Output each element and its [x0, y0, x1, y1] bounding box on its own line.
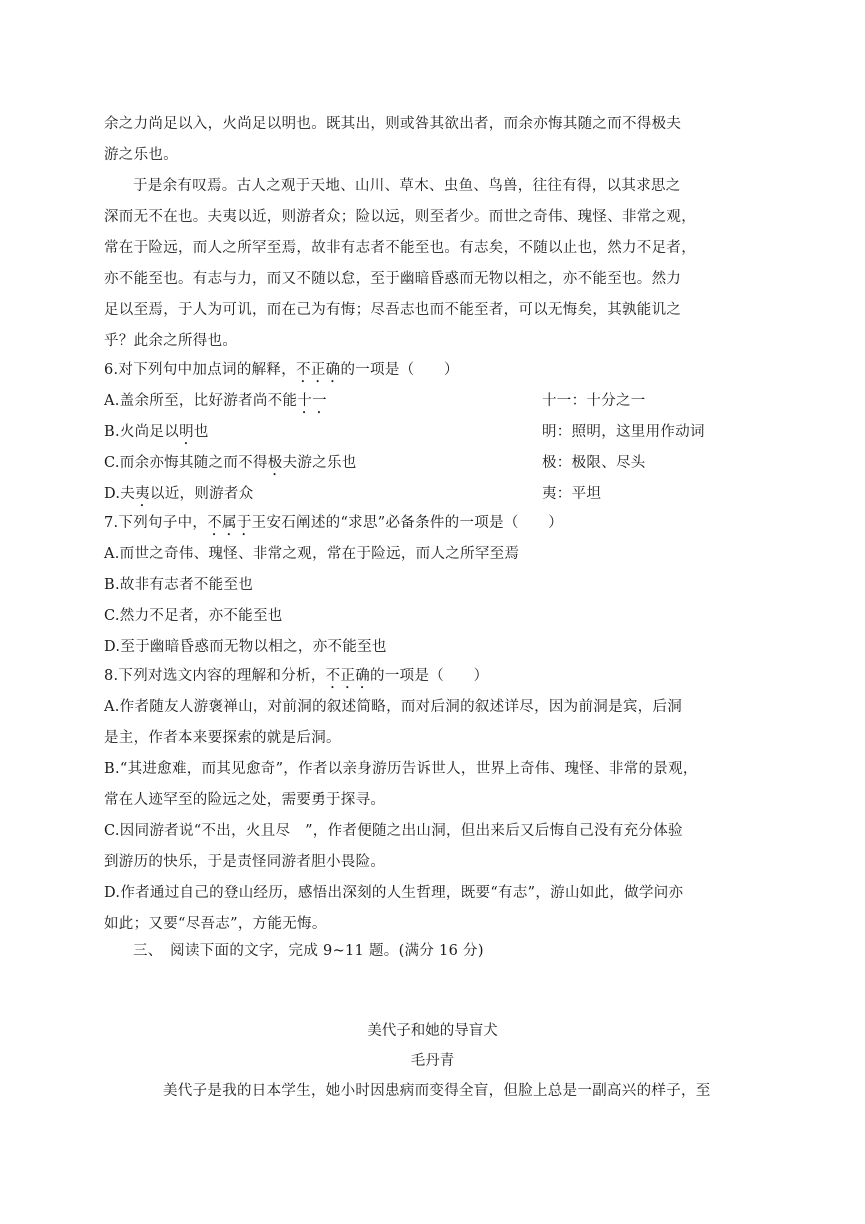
option-explanation: 极：极限、尽头: [542, 455, 646, 471]
question-8-option-c-cont: 到游历的快乐，于是责怪同游者胆小畏险。: [104, 854, 386, 870]
article-paragraph-line: 美代子是我的日本学生，她小时因患病而变得全盲，但脸上总是一副高兴的样子，至: [163, 1083, 711, 1099]
passage-line: 足以至焉，于人为可讥，而在己为有悔；尽吾志也而不能至者，可以无悔矣，其孰能讥之: [104, 302, 682, 318]
question-7-option-a: A.而世之奇伟、瑰怪、非常之观，常在于险远，而人之所罕至焉: [104, 546, 520, 562]
section-heading: 三、 阅读下面的文字，完成 9~11 题。(满分 16 分): [133, 943, 484, 959]
passage-line: 游之乐也。: [104, 147, 178, 163]
question-8-option-c: C.因同游者说“不出，火且尽 ”，作者便随之出山洞，但出来后又后悔自己没有充分体验: [104, 823, 683, 839]
emphasis-text: 不正确: [325, 668, 371, 684]
question-6-option-d: D.夫夷以近，则游者众 夷：平坦: [104, 486, 602, 502]
question-7-option-d: D.至于幽暗昏惑而无物以相之，亦不能至也: [104, 639, 387, 655]
passage-line: 于是余有叹焉。古人之观于天地、山川、草木、虫鱼、鸟兽，往往有得，以其求思之: [133, 178, 681, 194]
option-explanation: 明：照明，这里用作动词: [542, 424, 705, 440]
question-7-stem: 7.下列句子中，不属于王安石阐述的“求思”必备条件的一项是（ ）: [104, 515, 564, 531]
article-author: 毛丹青: [410, 1053, 455, 1069]
question-6-option-c: C.而余亦悔其随之而不得极夫游之乐也 极：极限、尽头: [104, 455, 646, 471]
question-8-option-b-cont: 常在人迹罕至的险远之处，需要勇于探寻。: [104, 792, 386, 808]
passage-line: 乎？此余之所得也。: [104, 333, 238, 349]
question-6-option-b: B.火尚足以明也 明：照明，这里用作动词: [104, 424, 705, 440]
passage-line: 余之力尚足以入，火尚足以明也。既其出，则或咎其欲出者，而余亦悔其随之而不得极夫: [104, 116, 682, 132]
question-8-option-a: A.作者随友人游褒禅山，对前洞的叙述简略，而对后洞的叙述详尽，因为前洞是宾，后洞: [104, 699, 683, 715]
question-6-option-a: A.盖余所至，比好游者尚不能十一 十一：十分之一: [104, 393, 646, 409]
option-explanation: 十一：十分之一: [542, 393, 646, 409]
emphasis-text: 极: [267, 455, 283, 471]
emphasis-text: 不属于: [207, 515, 252, 531]
question-8-option-d-cont: 如此；又要“尽吾志”，方能无悔。: [104, 916, 327, 932]
emphasis-text: 十一: [297, 393, 327, 409]
emphasis-text: 不正确: [296, 362, 341, 378]
article-title: 美代子和她的导盲犬: [367, 1023, 498, 1039]
question-8-option-b: B.“其进愈难，而其见愈奇”，作者以亲身游历告诉世人，世界上奇伟、瑰怪、非常的景观，: [104, 761, 698, 777]
emphasis-text: 夷: [135, 486, 150, 502]
question-7-option-b: B.故非有志者不能至也: [104, 577, 254, 593]
question-8-stem: 8.下列对选文内容的理解和分析，不正确的一项是（ ）: [104, 668, 489, 684]
passage-line: 亦不能至也。有志与力，而又不随以怠，至于幽暗昏惑而无物以相之，亦不能至也。然力: [104, 271, 682, 287]
option-explanation: 夷：平坦: [542, 486, 602, 502]
emphasis-text: 明: [179, 424, 194, 440]
question-7-option-c: C.然力不足者，亦不能至也: [104, 608, 283, 624]
passage-line: 深而无不在也。夫夷以近，则游者众；险以远，则至者少。而世之奇伟、瑰怪、非常之观，: [104, 209, 696, 225]
question-8-option-d: D.作者通过自己的登山经历，感悟出深刻的人生哲理，既要“有志”，游山如此，做学问亦: [104, 885, 684, 901]
passage-line: 常在于险远，而人之所罕至焉，故非有志者不能至也。有志矣，不随以止也，然力不足者，: [104, 240, 696, 256]
question-8-option-a-cont: 是主，作者本来要探索的就是后洞。: [104, 730, 341, 746]
question-6-stem: 6.对下列句中加点词的解释，不正确的一项是（ ）: [104, 362, 459, 378]
